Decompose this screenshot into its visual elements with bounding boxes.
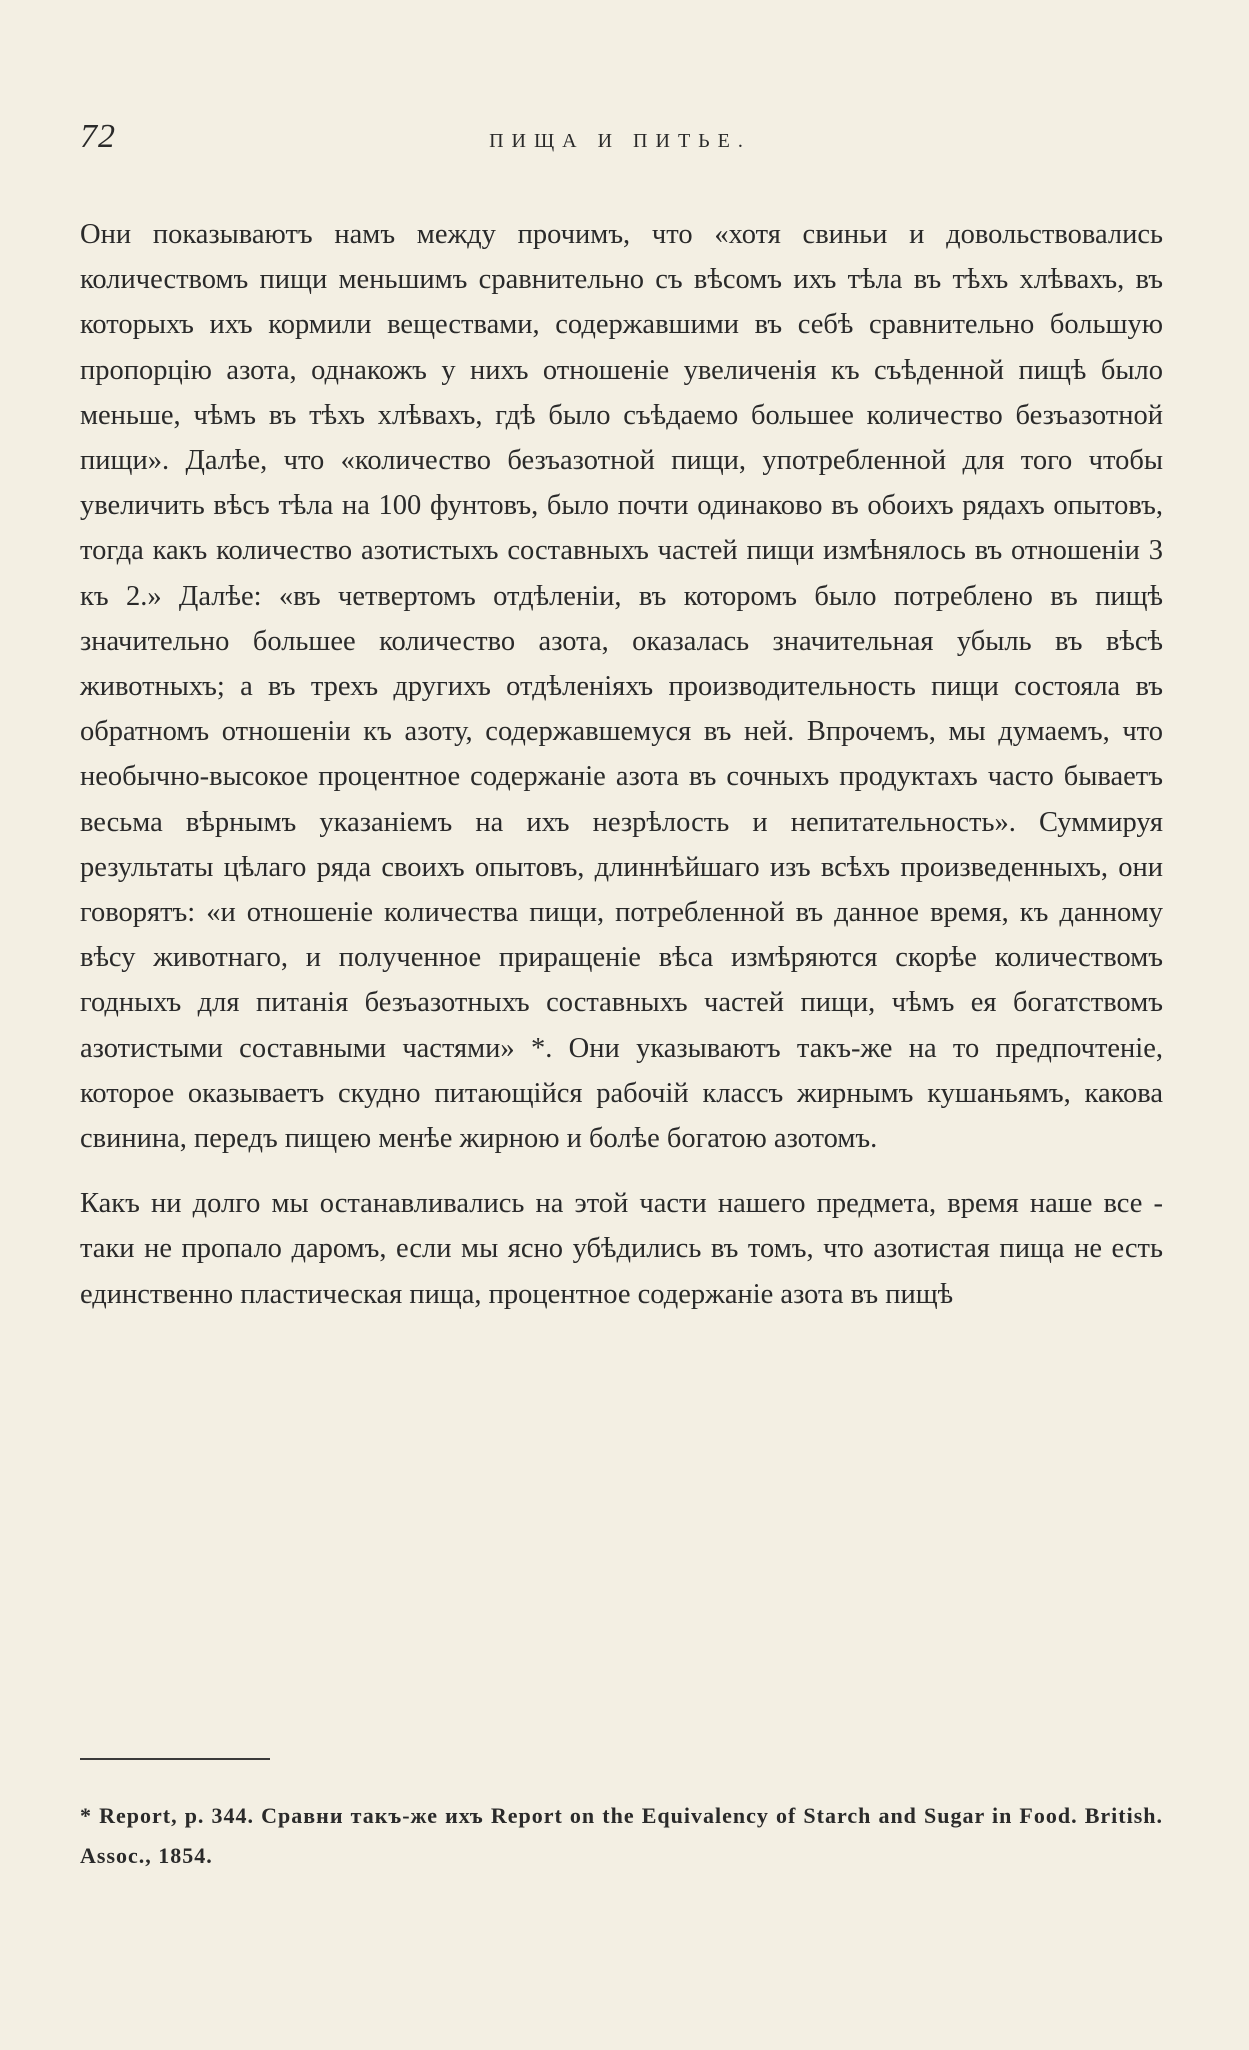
footnote-separator <box>80 1758 270 1760</box>
running-title: ПИЩА И ПИТЬЕ. <box>489 130 751 152</box>
paragraph: Они показываютъ намъ между прочимъ, что «хотя свиньи и довольствовались количествомъ пищи меньшимъ сравнительно съ вѣсомъ ихъ тѣла въ тѣхъ хлѣвахъ, въ которыхъ ихъ кормили веществами, содержавшими въ себѣ сравнительно большую пропорцію азота, однакожъ у нихъ отношеніе увеличенія къ съѣденной пищѣ было меньше, чѣмъ въ тѣхъ хлѣвахъ, гдѣ было съѣдаемо большее количество безъазотной пищи». Далѣе, что «количество безъазотной пищи, употребленной для того чтобы увеличить вѣсъ тѣла на 100 фунтовъ, было почти одинаково въ обоихъ рядахъ опытовъ, тогда какъ количество азотистыхъ составныхъ частей пищи измѣнялось въ отношеніи 3 къ 2.» Далѣе: «въ четвертомъ отдѣленіи, въ которомъ было потреблено въ пищѣ значительно большее количество азота, оказалась значительная убыль въ вѣсѣ животныхъ; а въ трехъ другихъ отдѣленіяхъ производительность пищи состояла въ обратномъ отношеніи къ азоту, содержавшемуся въ ней. Впрочемъ, мы думаемъ, что необычно-высокое процентное содержаніе азота въ сочныхъ продуктахъ часто бываетъ весьма вѣрнымъ указаніемъ на ихъ незрѣлость и непитательность». Суммируя результаты цѣлаго ряда своихъ опытовъ, длиннѣйшаго изъ всѣхъ произведенныхъ, они говорятъ: «и отношеніе количества пищи, потребленной въ данное время, къ данному вѣсу животнаго, и полученное приращеніе вѣса измѣряются скорѣе количествомъ годныхъ для питанія безъазотныхъ составныхъ частей пищи, чѣмъ ея богатствомъ азотистыми составными частями» *. Они указываютъ такъ-же на то предпочтеніе, которое оказываетъ скудно питающійся рабочій классъ жирнымъ кушаньямъ, какова свинина, передъ пищею менѣе жирною и болѣе богатою азотомъ. <box>80 219 1163 1155</box>
page-header <box>80 118 1160 168</box>
paragraph: Какъ ни долго мы останавливались на этой части нашего предмета, время наше все - таки не пропало даромъ, если мы ясно убѣдились въ томъ, что азотистая пища не есть единственно пластическая пища, процентное содержаніе азота въ пищѣ <box>80 1188 1163 1310</box>
body-text <box>80 212 1163 1317</box>
footnote: * Report, p. 344. Сравни такъ-же ихъ Report on the Equivalency of Starch and Sugar in Food. British. Assoc., 1854. <box>80 1803 1163 1868</box>
page-number: 72 <box>80 118 116 155</box>
